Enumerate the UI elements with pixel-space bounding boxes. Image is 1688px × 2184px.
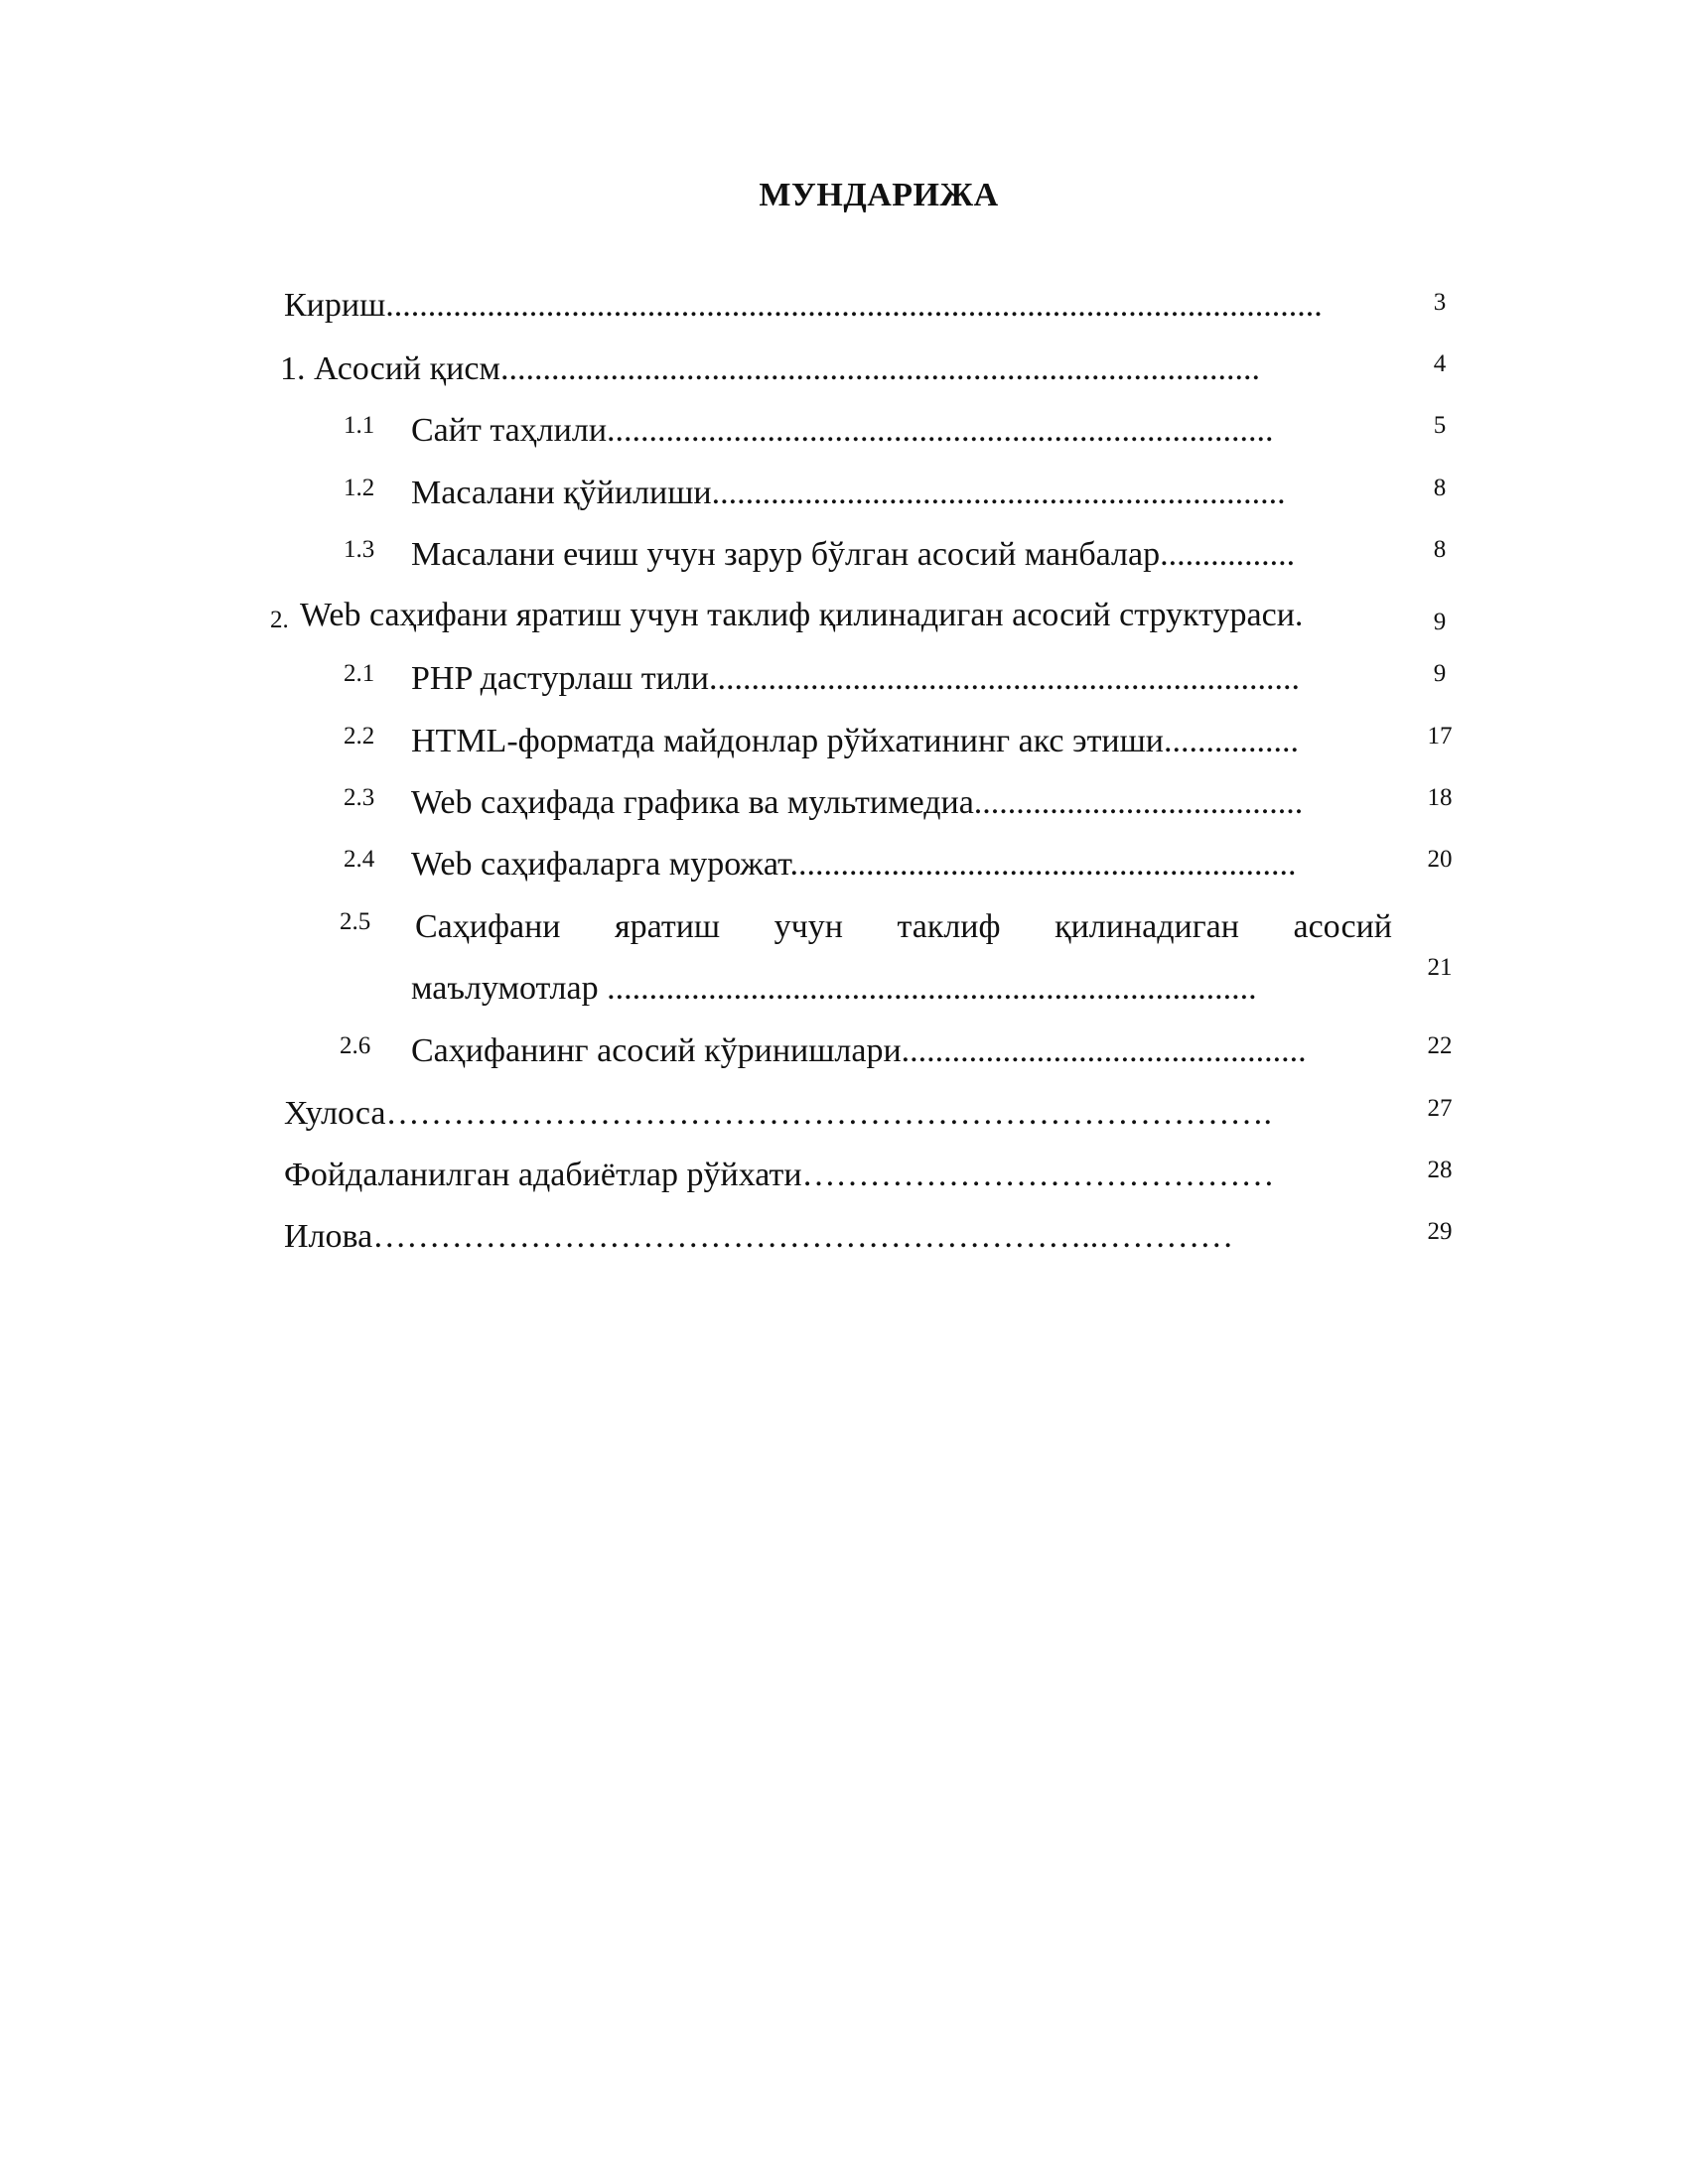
toc-page-number: 20 xyxy=(1427,846,1453,873)
toc-entry-text: Хулоса……………………………………………………………………. xyxy=(284,1095,1272,1132)
toc-page-number: 18 xyxy=(1427,784,1453,811)
toc-entry-1-1[interactable] xyxy=(0,409,1688,469)
toc-entry-2-4[interactable] xyxy=(0,843,1688,902)
toc-section-number: 1.3 xyxy=(344,536,375,563)
toc-section-number: 2.2 xyxy=(344,723,375,750)
toc-entry-references[interactable] xyxy=(0,1154,1688,1213)
toc-entry-text: Web саҳифада графика ва мультимедиа....................................... xyxy=(411,784,1304,821)
toc-section-number: 2.1 xyxy=(344,660,375,687)
toc-page-number: 5 xyxy=(1433,412,1447,439)
toc-section-number: 2.6 xyxy=(340,1032,371,1059)
toc-entry-text: PHP дастурлаш тили...................................................................... xyxy=(411,660,1301,697)
toc-page-number: 28 xyxy=(1427,1157,1453,1183)
toc-page-number: 27 xyxy=(1427,1095,1453,1122)
toc-page-number: 4 xyxy=(1433,350,1447,377)
toc-page-number: 8 xyxy=(1433,536,1447,563)
toc-entry-text: Масалани қўйилиши.................................................................... xyxy=(411,475,1286,511)
toc-entry-appendix[interactable] xyxy=(0,1215,1688,1275)
toc-page-number: 21 xyxy=(1427,954,1453,981)
toc-entry-text: Илова………………………………………………………..………… xyxy=(284,1218,1234,1255)
toc-page-number: 8 xyxy=(1433,475,1447,501)
toc-entry-text: Кириш............................................................................................................... xyxy=(284,287,1323,324)
toc-entry-text: Масалани ечиш учун зарур бўлган асосий манбалар................ xyxy=(411,536,1296,573)
toc-entry-text: 1. Асосий қисм.......................................................................................... xyxy=(280,350,1260,387)
toc-entry-text: Фойдаланилган адабиётлар рўйхати…………………………………… xyxy=(284,1157,1275,1193)
toc-entry-2-1[interactable] xyxy=(0,657,1688,717)
toc-section-number: 1.1 xyxy=(344,412,375,439)
toc-section-number: 1.2 xyxy=(344,475,375,501)
toc-section-number: 2.4 xyxy=(344,846,375,873)
toc-page-number: 3 xyxy=(1433,289,1447,316)
toc-entry-text: Web саҳифаларга мурожат............................................................ xyxy=(411,846,1297,883)
toc-entry-2-2[interactable] xyxy=(0,720,1688,779)
toc-entry-1-2[interactable] xyxy=(0,472,1688,531)
toc-entry-2-6[interactable] xyxy=(0,1029,1688,1089)
toc-section-number: 2.3 xyxy=(344,784,375,811)
toc-entry-main-part[interactable] xyxy=(0,347,1688,407)
toc-section-number: 2.5 xyxy=(340,908,371,935)
toc-entry-2[interactable] xyxy=(0,596,1688,655)
toc-entry-text: Саҳифанинг асосий кўринишлари................................................ xyxy=(411,1032,1307,1069)
toc-page-number: 9 xyxy=(1433,609,1447,635)
toc-section-number: 2. xyxy=(270,607,289,633)
toc-entry-text: Web саҳифани яратиш учун таклиф қилинадиган асосий структураси. xyxy=(300,597,1304,633)
toc-entry-1-3[interactable] xyxy=(0,533,1688,593)
toc-entry-text: Сайт таҳлили............................................................................... xyxy=(411,412,1274,449)
toc-page-number: 17 xyxy=(1427,723,1453,750)
toc-entry-text: HTML-форматда майдонлар рўйхатининг акс этиши................ xyxy=(411,723,1299,759)
toc-entry-conclusion[interactable] xyxy=(0,1092,1688,1152)
toc-entry-text-line-2: маълумотлар ............................................................................. xyxy=(411,970,1257,1007)
page-title: МУНДАРИЖА xyxy=(759,177,999,213)
toc-entry-text-line-1: Саҳифани яратиш учун таклиф қилинадиган асосий xyxy=(415,908,1392,945)
toc-entry-2-3[interactable] xyxy=(0,781,1688,841)
toc-entry-introduction[interactable] xyxy=(0,286,1688,345)
toc-page-number: 9 xyxy=(1433,660,1447,687)
toc-entry-2-5[interactable] xyxy=(0,905,1688,1015)
toc-page-number: 22 xyxy=(1427,1032,1453,1059)
toc-page-number: 29 xyxy=(1427,1218,1453,1245)
